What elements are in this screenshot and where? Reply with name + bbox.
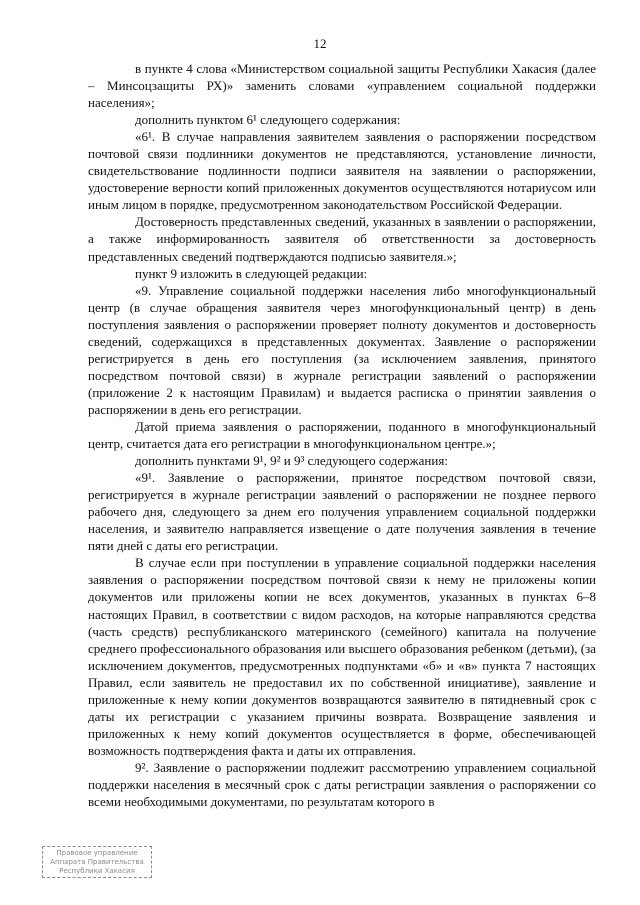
page-number: 12: [313, 36, 327, 51]
paragraph: в пункте 4 слова «Министерством социальной защиты Республики Хакасия (далее – Минсоцзащиты РХ)» заменить словами «управлением социальной поддержки населения»;: [88, 61, 596, 111]
paragraph: дополнить пунктами 9¹, 9² и 9³ следующего содержания:: [135, 453, 448, 469]
paragraph: Достоверность представленных сведений, указанных в заявлении о распоряжении, а также информированность заявителя об ответственности за достоверность представленных сведений подтверждаются подписью заявителя.»;: [88, 214, 596, 264]
document-body: [88, 60, 596, 810]
paragraph: «9. Управление социальной поддержки населения либо многофункциональный центр (в случае обращения заявителя через многофункциональный центр) в день поступления заявления о распоряжении проверяет полноту документов и достоверность сведений, содержащихся в представленных документах. Заявление о распоряжении регистрируется в день его поступления (за исключением заявления, принятого посредством почтовой связи) в журнале регистрации заявлений о распоряжении (приложение 2 к настоящим Правилам) и выдается расписка о принятии заявления о распоряжении в день его регистрации.: [88, 282, 596, 417]
paragraph: «6¹. В случае направления заявителем заявления о распоряжении посредством почтовой связи подлинники документов не представляются, установление личности, свидетельствование подлинности подписи заявителя на заявлении о распоряжении, удостоверение верности копий приложенных документов осуществляются нотариусом или иным лицом в порядке, предусмотренном законодательством Российской Федерации.: [88, 129, 596, 213]
paragraph: В случае если при поступлении в управление социальной поддержки населения заявления о распоряжении посредством почтовой связи к нему не приложены копии документов или приложены копии не всех документов, указанных в пунктах 6–8 настоящих Правил, в соответствии с видом расходов, на которые направляются средства (часть средств) республиканского материнского (семейного) капитала на получение среднего профессионального образования или высшего образования ребенком (детьми), (за исключением документов, предусмотренных подпунктами «б» и «в» пункта 7 настоящих Правил, если заявитель не предоставил их по собственной инициативе), заявление и приложенные к нему копии документов возвращаются заявителю в пятидневный срок с даты их регистрации с указанием причины возврата. Возвращение заявления и приложенных к нему копий документов осуществляется в форме, обеспечивающей возможность подтверждения факта и даты их отправления.: [88, 555, 596, 758]
paragraph: 9². Заявление о распоряжении подлежит рассмотрению управлением социальной поддержки населения в месячный срок с даты регистрации заявления о распоряжении со всеми необходимыми документами, по результатам которого в: [88, 759, 596, 810]
paragraph: Датой приема заявления о распоряжении, поданного в многофункциональный центр, считается дата его регистрации в многофункциональном центре.»;: [88, 418, 596, 452]
registry-stamp: Правовое управление Аппарата Правительства Республики Хакасия: [42, 846, 152, 878]
paragraph: пункт 9 изложить в следующей редакции:: [135, 265, 368, 281]
paragraph: дополнить пунктом 6¹ следующего содержания:: [135, 112, 401, 128]
paragraph: «9¹. Заявление о распоряжении, принятое посредством почтовой связи, регистрируется в журнале регистрации заявлений о распоряжении не позднее первого рабочего дня, следующего за днем его получения управлением социальной поддержки населения, и заявителю направляется извещение о дате получения заявления в течение пяти дней с даты его регистрации.: [88, 470, 596, 554]
